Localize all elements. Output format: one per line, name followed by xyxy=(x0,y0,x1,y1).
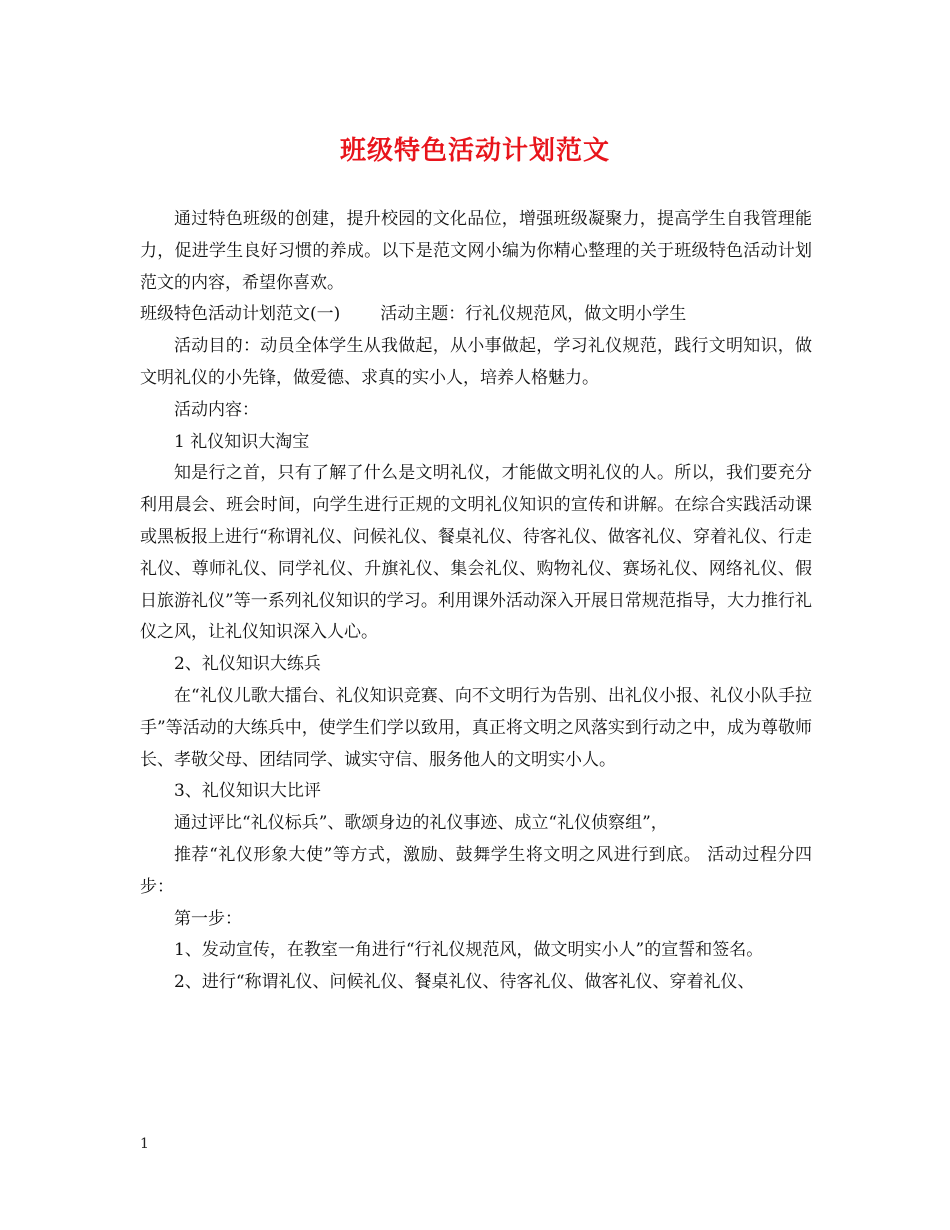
activity-theme: 活动主题：行礼仪规范风，做文明小学生 xyxy=(380,304,687,325)
document-title: 班级特色活动计划范文 xyxy=(339,136,610,166)
step1-label: 第一步： xyxy=(174,908,242,929)
item2-title: 2、礼仪知识大练兵 xyxy=(174,654,321,675)
page-number: 1 xyxy=(140,1136,149,1152)
item3-title: 3、礼仪知识大比评 xyxy=(174,781,321,802)
step1-item1: 1、发动宣传，在教室一角进行“行礼仪规范风，做文明实小人”的宣誓和签名。 xyxy=(174,940,764,961)
section-heading-line xyxy=(140,299,812,331)
content-label: 活动内容： xyxy=(174,399,259,420)
item1-paragraph: 知是行之首，只有了解了什么是文明礼仪，才能做文明礼仪的人。所以，我们要充分利用晨会、班会时间，向学生进行正规的文明礼仪知识的宣传和讲解。在综合实践活动课或黑板报上进行“称谓礼仪、问候礼仪、餐桌礼仪、待客礼仪、做客礼仪、穿着礼仪、行走礼仪、尊师礼仪、同学礼仪、升旗礼仪、集会礼仪、购物礼仪、赛场礼仪、网络礼仪、假日旅游礼仪”等一系列礼仪知识的学习。利用课外活动深入开展日常规范指导，大力推行礼仪之风，让礼仪知识深入人心。 xyxy=(140,463,812,643)
section-title: 班级特色活动计划范文(一) xyxy=(140,304,341,325)
purpose-paragraph: 活动目的：动员全体学生从我做起，从小事做起，学习礼仪规范，践行文明知识，做文明礼仪的小先锋，做爱德、求真的实小人，培养人格魅力。 xyxy=(140,336,812,388)
intro-paragraph: 通过特色班级的创建，提升校园的文化品位，增强班级凝聚力，提高学生自我管理能力，促进学生良好习惯的养成。以下是范文网小编为你精心整理的关于班级特色活动计划范文的内容，希望你喜欢。 xyxy=(140,209,812,293)
document-body xyxy=(140,204,812,999)
item3-paragraph-b: 推荐“礼仪形象大使”等方式，激励、鼓舞学生将文明之风进行到底。 活动过程分四步： xyxy=(140,844,812,897)
item1-title: 1 礼仪知识大淘宝 xyxy=(174,431,310,452)
item2-paragraph: 在“礼仪儿歌大擂台、礼仪知识竞赛、向不文明行为告别、出礼仪小报、礼仪小队手拉手”等活动的大练兵中，使学生们学以致用，真正将文明之风落实到行动之中，成为尊敬师长、孝敬父母、团结同学、诚实守信、服务他人的文明实小人。 xyxy=(140,685,812,770)
item3-paragraph-a: 通过评比“礼仪标兵”、歌颂身边的礼仪事迹、成立“礼仪侦察组”， xyxy=(174,813,668,834)
step1-item2: 2、进行“称谓礼仪、问候礼仪、餐桌礼仪、待客礼仪、做客礼仪、穿着礼仪、 xyxy=(174,972,755,993)
